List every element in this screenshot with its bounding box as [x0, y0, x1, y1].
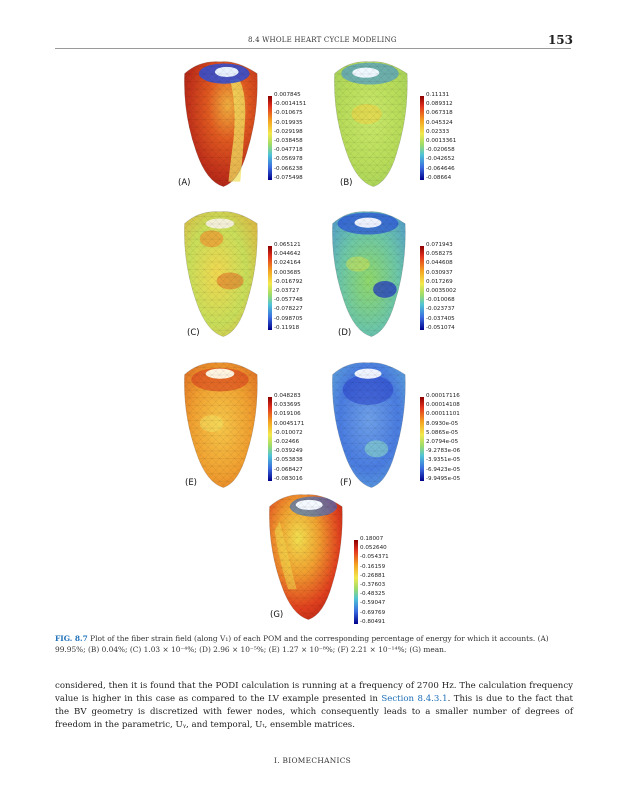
colorbar-tick-label: -3.9351e-05 [426, 457, 461, 464]
colorbar-tick-label: -0.37603 [360, 582, 386, 588]
panel-label: (D) [338, 328, 352, 338]
heart-mesh-d [318, 205, 418, 340]
colorbar-tick-label: -0.098705 [274, 315, 303, 322]
colorbar-tick-label: -0.047718 [274, 147, 303, 154]
colorbar-tick-label: -0.010072 [274, 429, 303, 436]
panel-label: (G) [270, 610, 284, 620]
page-number: 153 [547, 33, 573, 47]
colorbar-tick-label: 0.0035002 [426, 288, 457, 294]
colorbar-tick-label: -6.9423e-05 [426, 466, 461, 473]
colorbar-d [420, 246, 424, 330]
colorbar-tick-label: -0.023737 [426, 306, 455, 313]
colorbar-tick-label: -0.69769 [360, 609, 386, 616]
colorbar-tick-label: -0.083016 [274, 475, 303, 482]
colorbar-tick-label: -0.068427 [274, 466, 303, 473]
colorbar-tick-label: -0.057748 [274, 297, 303, 304]
colorbar-tick-label: -0.11918 [274, 324, 300, 331]
colorbar-tick-label: -0.053838 [274, 457, 303, 464]
colorbar-tick-label: 0.18007 [360, 536, 384, 542]
running-footer: I. BIOMECHANICS [273, 756, 352, 765]
panel-label: (A) [178, 178, 191, 188]
colorbar-tick-label: 0.089312 [426, 101, 453, 108]
colorbar-tick-label: 0.0013361 [426, 138, 457, 144]
colorbar-b [420, 96, 424, 180]
colorbar-tick-label: -0.016792 [274, 278, 303, 285]
colorbar-tick-label: -0.054371 [360, 554, 389, 561]
heart-mesh-b [320, 55, 420, 190]
body-text-part2: . This is due to the fact that the BV geometry is discretized with fewer nodes, which consequently leads to a smaller number of degrees of freedom in the parametric, Uᵧ, and temporal, Uₜ, ensemble matrices. [55, 694, 573, 730]
colorbar-tick-label: -0.16159 [360, 563, 386, 570]
header-rule [55, 48, 571, 49]
colorbar-tick-label: -0.019935 [274, 119, 303, 126]
colorbar-tick-label: -0.029198 [274, 128, 303, 135]
colorbar-tick-label: 0.02333 [426, 128, 450, 135]
colorbar-tick-label: 0.045324 [426, 119, 453, 126]
colorbar-tick-label: -0.010675 [274, 110, 303, 117]
colorbar-g [354, 540, 358, 624]
colorbar-c [268, 246, 272, 330]
colorbar-tick-label: 0.030937 [426, 269, 453, 276]
colorbar-tick-label: 2.0794e-05 [426, 439, 459, 445]
colorbar-tick-label: -0.010068 [426, 297, 455, 304]
colorbar-tick-label: 0.044642 [274, 251, 301, 258]
colorbar-tick-label: 0.048283 [274, 393, 301, 399]
section-link[interactable]: Section 8.4.3.1 [381, 694, 448, 704]
colorbar-tick-label: 0.065121 [274, 242, 301, 248]
colorbar-tick-label: -0.08664 [426, 174, 452, 181]
colorbar-tick-label: -0.075498 [274, 174, 303, 181]
colorbar-tick-label: 0.0045171 [274, 420, 305, 427]
colorbar-tick-label: 0.052640 [360, 545, 387, 552]
colorbar-tick-label: 0.00014108 [426, 402, 460, 409]
colorbar-tick-label: -9.2783e-06 [426, 448, 461, 455]
heart-mesh-f [318, 356, 418, 491]
colorbar-tick-label: -0.066238 [274, 165, 303, 172]
colorbar-e [268, 397, 272, 481]
running-header [0, 33, 625, 53]
colorbar-tick-label: 0.071943 [426, 242, 453, 248]
colorbar-tick-label: 0.017269 [426, 278, 453, 285]
colorbar-tick-label: 0.044608 [426, 260, 453, 267]
colorbar-tick-label: -0.48325 [360, 591, 386, 598]
colorbar-tick-label: 5.0865e-05 [426, 429, 459, 436]
colorbar-tick-label: -0.056978 [274, 156, 303, 163]
colorbar-tick-label: -0.26881 [360, 572, 386, 579]
section-title: 8.4 WHOLE HEART CYCLE MODELING [248, 36, 397, 44]
colorbar-tick-label: -0.037405 [426, 315, 455, 322]
colorbar-a [268, 96, 272, 180]
colorbar-tick-label: -0.02466 [274, 439, 300, 445]
heart-mesh-a [170, 55, 270, 190]
colorbar-tick-label: -0.039249 [274, 448, 303, 455]
body-paragraph [55, 680, 573, 732]
colorbar-tick-label: 0.00017116 [426, 393, 460, 399]
figure-caption [55, 633, 573, 655]
panel-label: (B) [340, 178, 353, 188]
colorbar-tick-label: 0.007845 [274, 92, 301, 98]
colorbar-tick-label: -0.59047 [360, 600, 386, 607]
colorbar-tick-label: -0.078227 [274, 306, 303, 313]
colorbar-tick-label: 0.058275 [426, 251, 453, 258]
colorbar-tick-label: -9.9495e-05 [426, 475, 461, 482]
heart-mesh-g [255, 488, 355, 623]
colorbar-tick-label: 0.11131 [426, 92, 450, 98]
heart-mesh-c [170, 205, 270, 340]
panel-label: (F) [340, 478, 352, 488]
caption-text: Plot of the fiber strain field (along V₁) of each POM and the corresponding percentage of energy for which it accounts. (A) 99.95%; (B) 0.04%; (C) 1.03 × 10⁻⁴%; (D) 2.96 × 10⁻⁵%; (E) 1.27 × 10⁻⁸%; (F) 2.21 × 10⁻¹⁴%; (G) mean. [55, 634, 549, 654]
heart-mesh-e [170, 356, 270, 491]
colorbar-tick-label: 0.00011101 [426, 411, 460, 418]
colorbar-tick-label: 8.0930e-05 [426, 420, 459, 427]
colorbar-tick-label: -0.042652 [426, 156, 455, 163]
colorbar-tick-label: -0.038458 [274, 138, 303, 144]
colorbar-tick-label: 0.019106 [274, 411, 301, 418]
panel-label: (E) [185, 478, 198, 488]
figure-label: FIG. 8.7 [55, 634, 88, 643]
colorbar-tick-label: 0.067318 [426, 110, 453, 117]
colorbar-f [420, 397, 424, 481]
colorbar-tick-label: -0.0014151 [274, 101, 307, 108]
colorbar-tick-label: 0.003685 [274, 269, 301, 276]
colorbar-tick-label: 0.033695 [274, 402, 301, 409]
colorbar-tick-label: -0.064646 [426, 165, 455, 172]
body-text-part1: considered, then it is found that the PODI calculation is running at a frequency of 2700 Hz. The calculation frequency value is higher in this case as compared to the LV example presented in [55, 681, 573, 704]
colorbar-tick-label: -0.020658 [426, 147, 455, 154]
colorbar-tick-label: -0.051074 [426, 324, 455, 331]
colorbar-tick-label: -0.03727 [274, 288, 300, 294]
panel-label: (C) [187, 328, 200, 338]
colorbar-tick-label: 0.024164 [274, 260, 301, 267]
colorbar-tick-label: -0.80491 [360, 618, 386, 625]
